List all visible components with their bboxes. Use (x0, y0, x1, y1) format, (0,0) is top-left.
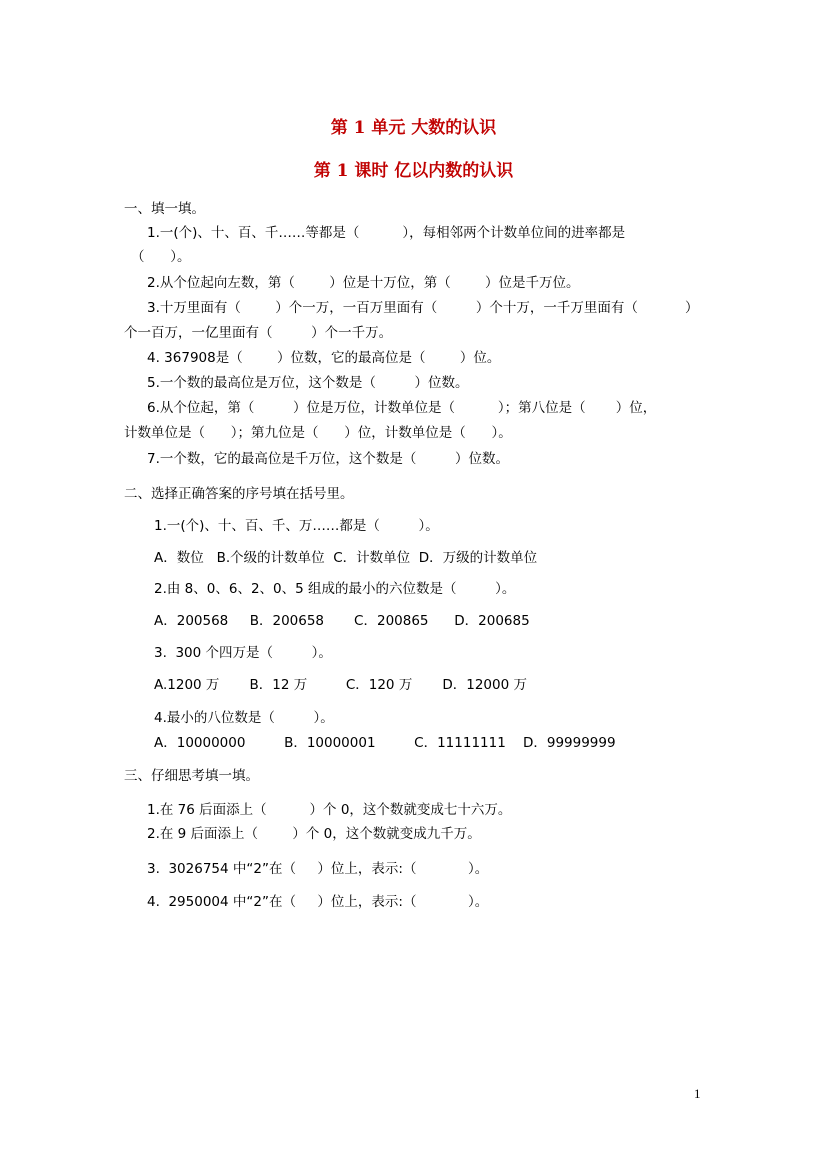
s2-q4: 4.最小的八位数是（ ）。 (154, 710, 334, 726)
lesson-title: 第 1 课时 亿以内数的认识 (313, 161, 514, 181)
s2-q1: 1.一(个)、十、百、千、万……都是（ ）。 (154, 518, 439, 534)
s1-q1-line2: （ ）。 (131, 249, 191, 265)
s1-q3-line1: 3.十万里面有（ ）个一万，一百万里面有（ ）个十万，一千万里面有（ ） (147, 300, 699, 316)
s2-q3-options: A.1200 万 B．12 万 C．120 万 D．12000 万 (154, 677, 527, 693)
s1-q5: 5.一个数的最高位是万位，这个数是（ ）位数。 (147, 375, 469, 391)
s2-q3: 3. 300 个四万是（ ）。 (154, 645, 332, 661)
s3-q1: 1.在 76 后面添上（ ）个 0，这个数就变成七十六万。 (147, 802, 512, 818)
section3-heading: 三、仔细思考填一填。 (124, 768, 259, 784)
section1-heading: 一、填一填。 (124, 201, 205, 217)
page-number: 1 (694, 1086, 701, 1101)
s1-q1-line1: 1.一(个)、十、百、千……等都是（ ），每相邻两个计数单位间的进率都是 (147, 225, 626, 241)
s2-q1-options: A．数位 B.个级的计数单位 C．计数单位 D．万级的计数单位 (154, 550, 538, 566)
s1-q3-line2: 个一百万，一亿里面有（ ）个一千万。 (124, 325, 393, 341)
s3-q3: 3. 3026754 中“2”在（ ）位上，表示:（ ）。 (147, 861, 489, 877)
s3-q4: 4. 2950004 中“2”在（ ）位上，表示:（ ）。 (147, 894, 489, 910)
s1-q6-line2: 计数单位是（ ）；第九位是（ ）位，计数单位是（ ）。 (124, 425, 512, 441)
unit-title: 第 1 单元 大数的认识 (330, 118, 497, 138)
section2-heading: 二、选择正确答案的序号填在括号里。 (124, 486, 354, 502)
s1-q4: 4. 367908是（ ）位数，它的最高位是（ ）位。 (147, 350, 501, 366)
s2-q2: 2.由 8、0、6、2、0、5 组成的最小的六位数是（ ）。 (154, 581, 516, 597)
s3-q2: 2.在 9 后面添上（ ）个 0，这个数就变成九千万。 (147, 826, 481, 842)
s1-q2: 2.从个位起向左数，第（ ）位是十万位，第（ ）位是千万位。 (147, 275, 580, 291)
s1-q6-line1: 6.从个位起，第（ ）位是万位，计数单位是（ ）；第八位是（ ）位， (147, 400, 657, 416)
s2-q2-options: A．200568 B．200658 C．200865 D．200685 (154, 613, 530, 629)
s1-q7: 7.一个数，它的最高位是千万位，这个数是（ ）位数。 (147, 451, 510, 467)
s2-q4-options: A．10000000 B．10000001 C．11111111 D．99999999 (154, 735, 616, 751)
